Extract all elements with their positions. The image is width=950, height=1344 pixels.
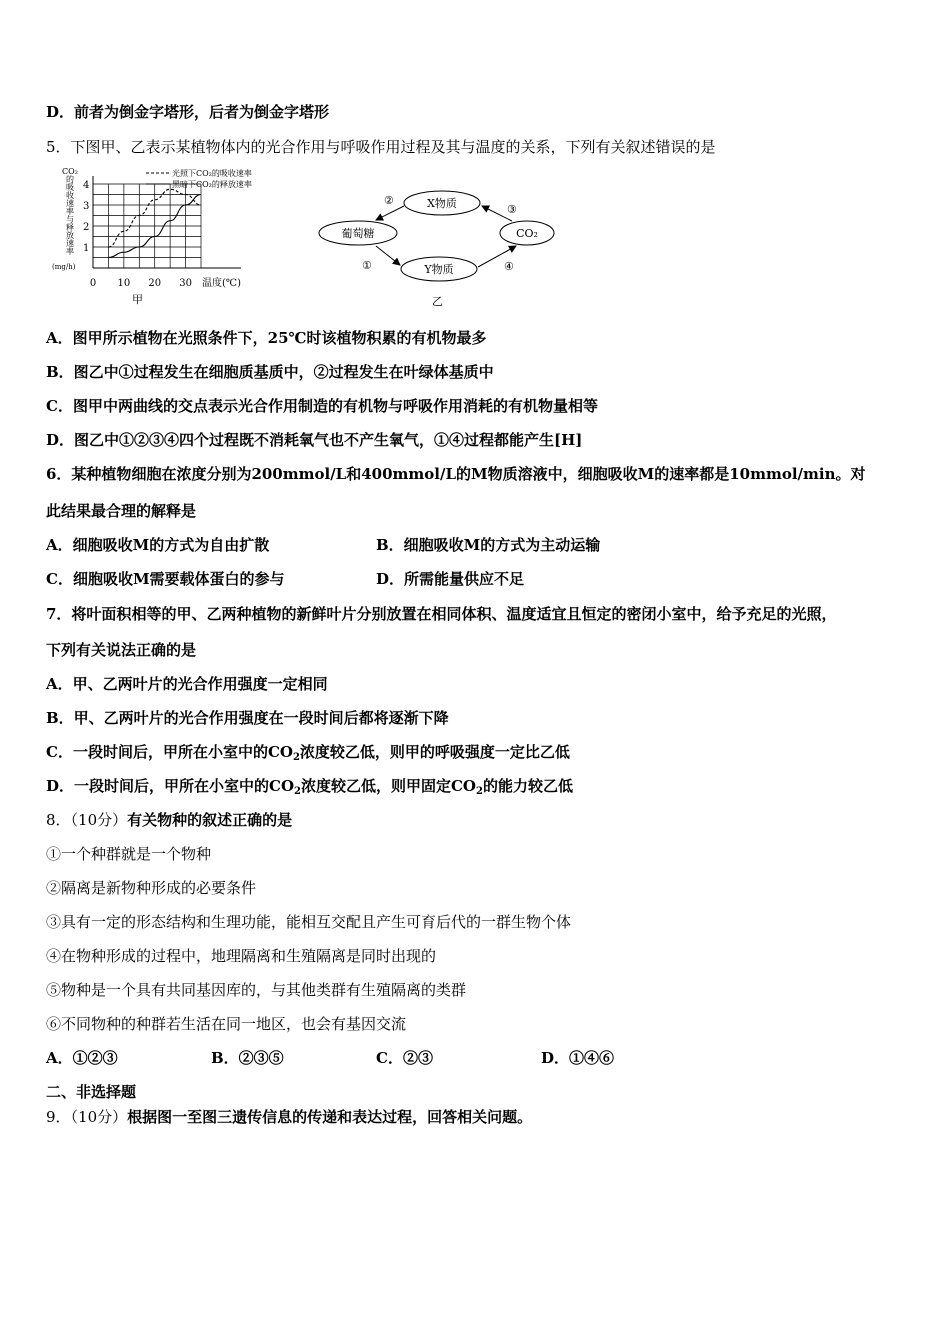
legend-solid-label: 黑暗下CO₂的释放速率 [172, 180, 252, 189]
q7-option-a: A．甲、乙两叶片的光合作用强度一定相同 [46, 675, 328, 693]
q6-option-a: A．细胞吸收M的方式为自由扩散 [46, 536, 270, 554]
q6-option-d: D．所需能量供应不足 [376, 570, 525, 588]
q8-item: ②隔离是新物种形成的必要条件 [46, 879, 257, 897]
y-axis-label-char: 吸 [66, 183, 74, 192]
x-tick-label: 30 [179, 278, 192, 289]
q7-option-d-pre: D．一段时间后，甲所在小室中的CO [46, 777, 295, 795]
q7-option-d [46, 776, 573, 796]
y-axis-label-char: 速 [66, 199, 74, 208]
q8-item: ⑤物种是一个具有共同基因库的，与其他类群有生殖隔离的类群 [46, 981, 467, 999]
q7-option-c [46, 742, 570, 762]
y-axis-label-char: CO₂ [62, 168, 78, 176]
y-axis-label-char: 的 [66, 175, 74, 184]
y-axis-label-char: 率 [66, 207, 74, 216]
q7-option-b: B．甲、乙两叶片的光合作用强度在一段时间后都将逐渐下降 [46, 709, 449, 727]
q7-option-d-post: 的能力较乙低 [482, 777, 573, 795]
y-tick-label: 4 [83, 180, 90, 191]
y-axis-unit: (mg/h) [52, 263, 76, 271]
q5-figure [46, 168, 566, 313]
q7-option-c-pre: C．一段时间后，甲所在小室中的CO [46, 743, 293, 761]
section-heading: 二、非选择题 [46, 1083, 137, 1101]
y-tick-label: 2 [83, 222, 90, 233]
y-axis-label-char: 放 [66, 231, 74, 240]
q9-stem [46, 1107, 532, 1127]
step3-label: ③ [507, 203, 517, 216]
node-x-label: X物质 [427, 197, 457, 210]
q8-item: ③具有一定的形态结构和生理功能，能相互交配且产生可育后代的一群生物个体 [46, 913, 572, 931]
q9-score: （10分） [70, 1108, 128, 1126]
node-y-label: Y物质 [424, 263, 454, 276]
fig-yi-caption: 乙 [432, 295, 443, 308]
node-co2-label: CO₂ [516, 227, 538, 240]
step1-label: ① [362, 259, 372, 272]
q6-stem-line1: 6．某种植物细胞在浓度分别为200mmol/L和400mmol/L的M物质溶液中，细胞吸收M的速率都是10mmol/min。对 [46, 465, 866, 483]
q7-option-c-post: 浓度较乙低，则甲的呼吸强度一定比乙低 [299, 743, 570, 761]
q8-item: ⑥不同物种的种群若生活在同一地区，也会有基因交流 [46, 1015, 407, 1033]
arrow-step1 [376, 246, 400, 265]
x-axis-label: 温度(℃) [202, 278, 241, 289]
q5-stem: 5．下图甲、乙表示某植物体内的光合作用与呼吸作用过程及其与温度的关系，下列有关叙述错误的是 [46, 138, 716, 156]
subscript-2: 2 [292, 752, 300, 763]
y-axis-label [62, 168, 78, 256]
q8-option-b: B．②③⑤ [211, 1049, 284, 1067]
q6-option-c: C．细胞吸收M需要载体蛋白的参与 [46, 570, 285, 588]
fig-jia-caption: 甲 [132, 293, 143, 306]
q6-option-b: B．细胞吸收M的方式为主动运输 [376, 536, 601, 554]
y-axis-label-char: 与 [66, 215, 74, 224]
q9-stem-text: 根据图一至图三遗传信息的传递和表达过程，回答相关问题。 [127, 1108, 533, 1126]
q4-option-d: D．前者为倒金字塔形，后者为倒金字塔形 [46, 103, 330, 121]
legend-dashed-label: 光照下CO₂的吸收速率 [172, 169, 252, 178]
q5-option-d: D．图乙中①②③④四个过程既不消耗氧气也不产生氧气，①④过程都能产生[H] [46, 431, 583, 449]
y-tick-label: 3 [83, 201, 90, 212]
y-tick-label: 1 [83, 243, 90, 254]
q5-option-b: B．图乙中①过程发生在细胞质基质中，②过程发生在叶绿体基质中 [46, 363, 494, 381]
q8-item: ④在物种形成的过程中，地理隔离和生殖隔离是同时出现的 [46, 947, 437, 965]
x-tick-label: 10 [117, 278, 131, 289]
q7-stem-line1: 7．将叶面积相等的甲、乙两种植物的新鲜叶片分别放置在相同体积、温度适宜且恒定的密闭小室中，给予充足的光照， [46, 605, 837, 623]
q8-score: （10分） [70, 811, 128, 829]
q8-stem-text: 有关物种的叙述正确的是 [127, 811, 293, 829]
x-tick-label: 0 [89, 278, 97, 289]
step4-label: ④ [504, 260, 514, 273]
q9-number: 9． [46, 1108, 71, 1126]
y-axis-label-char: 率 [66, 247, 74, 256]
q6-stem-line2: 此结果最合理的解释是 [46, 502, 197, 520]
q8-number: 8． [46, 811, 71, 829]
fig-jia [52, 168, 252, 306]
y-axis-label-char: 释 [66, 223, 74, 232]
q8-item: ①一个种群就是一个物种 [46, 845, 212, 863]
fig-yi [319, 191, 554, 308]
plot-area [83, 176, 241, 289]
y-axis-label-char: 速 [66, 239, 74, 248]
node-glucose-label: 葡萄糖 [341, 227, 375, 240]
x-tick-label: 20 [148, 278, 162, 289]
q8-option-d: D．①④⑥ [541, 1049, 615, 1067]
q5-option-c: C．图甲中两曲线的交点表示光合作用制造的有机物与呼吸作用消耗的有机物量相等 [46, 397, 598, 415]
step2-label: ② [384, 194, 394, 207]
q8-option-a: A．①②③ [46, 1049, 118, 1067]
q8-option-c: C．②③ [376, 1049, 433, 1067]
arrow-step2 [376, 206, 404, 220]
q7-stem-line2: 下列有关说法正确的是 [46, 641, 197, 659]
q5-option-a: A．图甲所示植物在光照条件下，25℃时该植物积累的有机物最多 [46, 329, 487, 347]
y-axis-label-char: 收 [66, 191, 74, 200]
subscript-2: 2 [294, 786, 301, 797]
subscript-2: 2 [476, 786, 483, 797]
q7-option-d-mid: 浓度较乙低，则甲固定CO [300, 777, 476, 795]
q8-stem [46, 810, 292, 830]
legend [146, 168, 252, 189]
